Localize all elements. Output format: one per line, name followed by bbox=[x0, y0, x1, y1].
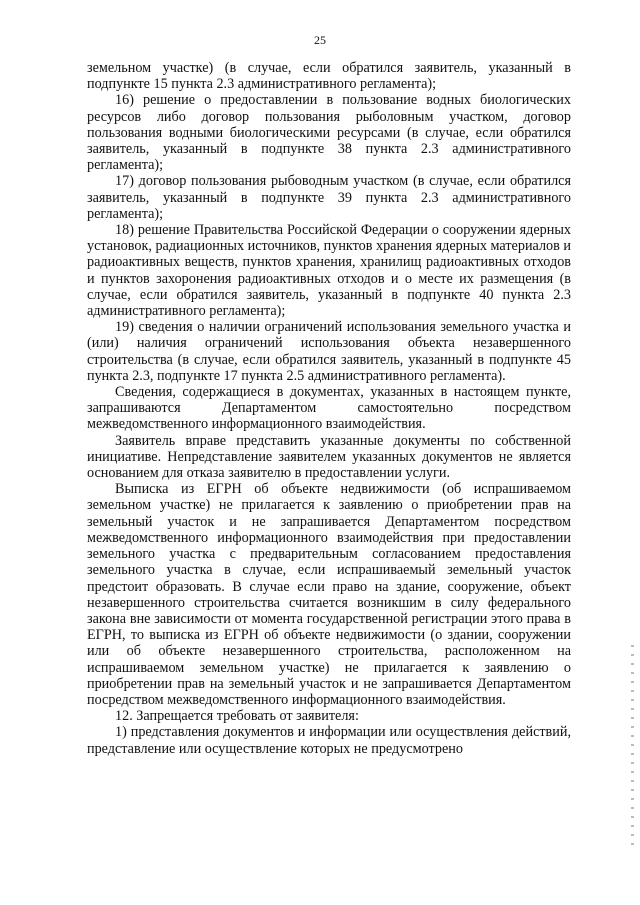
page-number: 25 bbox=[314, 33, 326, 47]
paragraph-section-12-item-1: 1) представления документов и информации или осуществления действий, представление или осуществление которых не предусмотрено bbox=[87, 724, 571, 757]
paragraph-own-initiative: Заявитель вправе представить указанные документы по собственной инициативе. Непредставление заявителем указанных документов не является основанием для отказа заявителю в предоставлении услуги. bbox=[87, 432, 571, 482]
paragraph-item-17: 17) договор пользования рыбоводным участком (в случае, если обратился заявитель, указанный в подпункте 39 пункта 2.3 административного регламента); bbox=[87, 173, 571, 222]
paragraph-item-19: 19) сведения о наличии ограничений использования земельного участка и (или) наличия ограничений использования объекта незавершенного строительства (в случае, если обратился заявитель, указанный в подпункте 45 пункта 2.3, подпункте 17 пункта 2.5 административного регламента). bbox=[87, 319, 571, 384]
scan-edge-marks bbox=[631, 645, 634, 845]
paragraph-info-request: Сведения, содержащиеся в документах, указанных в настоящем пункте, запрашиваются Департаментом самостоятельно посредством межведомственного информационного взаимодействия. bbox=[87, 384, 571, 433]
paragraph-egrn-extract: Выписка из ЕГРН об объекте недвижимости (об испрашиваемом земельном участке) не прилагается к заявлению о приобретении прав на земельный участок и не запрашивается Департаментом посредством межведомственного информационного взаимодействия при предоставлении земельного участка с предварительным согласованием предоставления земельного участка в случае, если испрашиваемый земельный участок предстоит образовать. В случае если право на здание, сооружение, объект незавершенного строительства считается возникшим в силу федерального закона вне зависимости от момента государственной регистрации этого права в ЕГРН, то выписка из ЕГРН об объекте недвижимости (о здании, сооружении или об объекте незавершенного строительства, расположенном на испрашиваемом земельном участке) не прилагается к заявлению о приобретении прав на земельный участок и не запрашивается Департаментом посредством межведомственного информационного взаимодействия. bbox=[87, 481, 571, 708]
paragraph-item-16: 16) решение о предоставлении в пользование водных биологических ресурсов либо договор пользования рыболовным участком, договор пользования водными биологическими ресурсами (в случае, если обратился заявитель, указанный в подпункте 38 пункта 2.3 административного регламента); bbox=[87, 92, 571, 174]
paragraph-section-12: 12. Запрещается требовать от заявителя: bbox=[115, 708, 359, 725]
paragraph-item-18: 18) решение Правительства Российской Федерации о сооружении ядерных установок, радиационных источников, пунктов хранения ядерных материалов и радиоактивных веществ, пунктов хранения, хранилищ радиоактивных отходов и пунктов захоронения радиоактивных отходов и о месте их размещения (в случае, если обратился заявитель, указанный в подпункте 40 пункта 2.3 административного регламента); bbox=[87, 222, 571, 320]
paragraph-continuation: земельном участке) (в случае, если обратился заявитель, указанный в подпункте 15 пункта 2.3 административного регламента); bbox=[87, 60, 571, 93]
document-body bbox=[87, 60, 571, 757]
